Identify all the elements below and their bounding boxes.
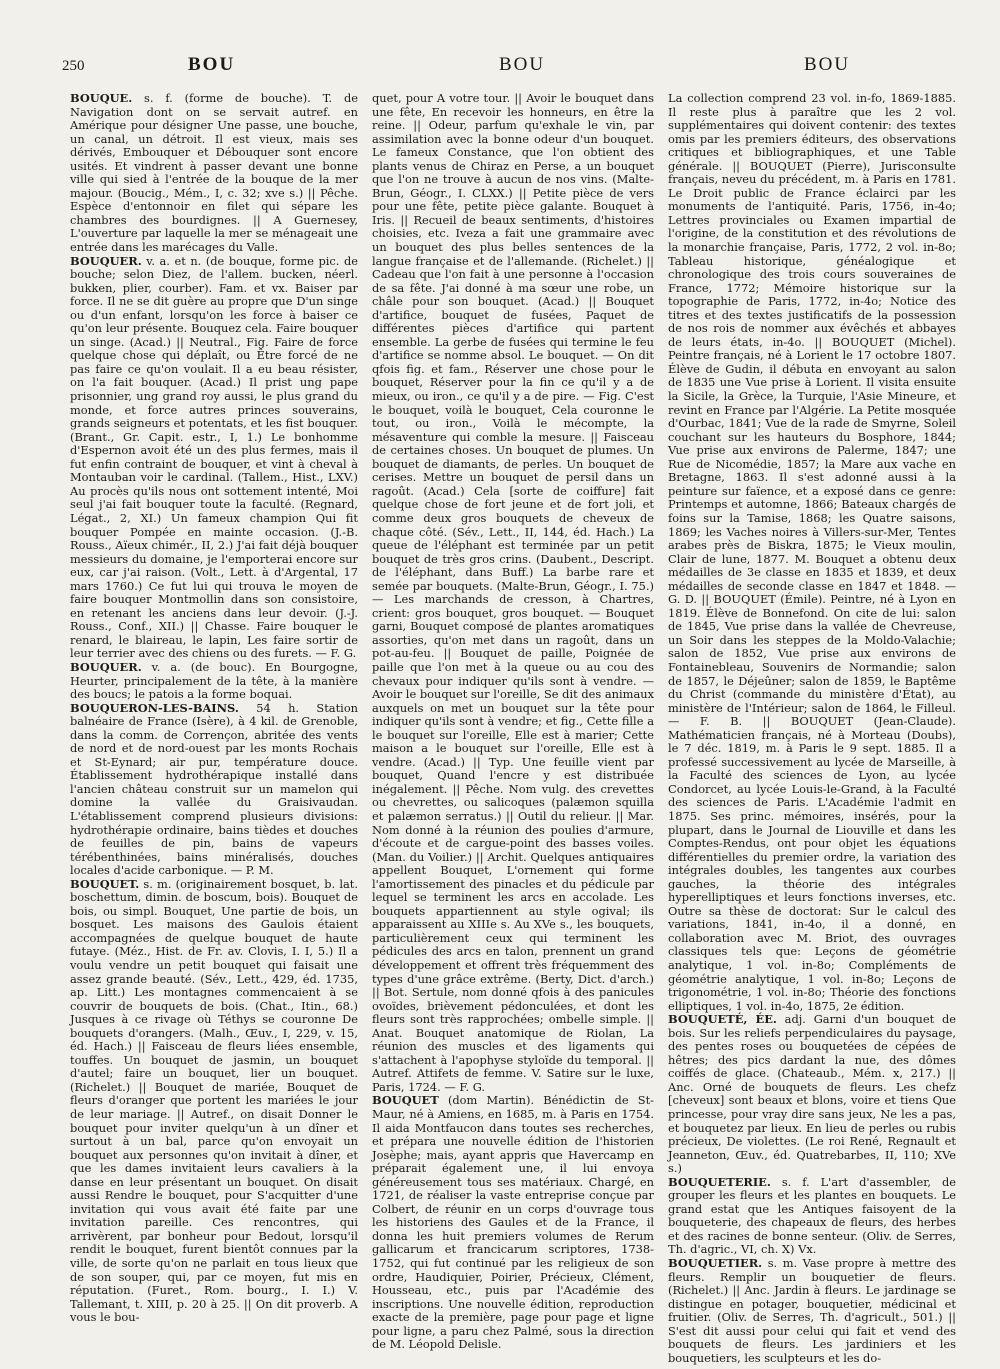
headword: BOUQUET. [70, 876, 140, 891]
entry-text: adj. Garni d'un bouquet de bois. Sur les reliefs perpendiculaires du paysage, des pentes roses ou bouquetées de cépées de hêtres; des pics dardant la nue, des dômes coiffés de glace. (Chateaub., Mém. x, 217.) || Anc. Orné de bouquets de fleurs. Les chefz [cheveux] sont beaux et blons, voire et tiens Que princesse, pour vray dire sans jeux, Ne les a pas, et bouquetez par lieux. En lieu de perles ou rubis précieux, De violettes. (Le roi René, Regnault et Jeanneton, Œuv., éd. Quatrebarbes, II, 110; XVe s.) [668, 1012, 956, 1176]
entry-text: s. f. L'art d'assembler, de grouper les fleurs et les plantes en bouquets. Le grand estat que les Antiques faisoyent de la bouqueterie, des chapeaux de fleurs, des herbes et des racines de bonne senteur. (Oliv. de Serres, Th. d'agric., VI, ch. X) Vx. [668, 1174, 957, 1257]
column-2 [372, 92, 654, 1365]
entry [372, 1094, 654, 1351]
page-header [62, 52, 956, 82]
entry [70, 878, 358, 1325]
headword: BOUQUETÉ, ÉE. [668, 1012, 777, 1027]
running-head-center: BOU [499, 54, 546, 75]
entry [70, 92, 358, 255]
text-columns [70, 92, 956, 1365]
entry-text: v. a. et n. (de bouque, forme pic. de bouche; selon Diez, de l'allem. bucken, néerl. bukken, plier, courber). Fam. et vx. Baiser par force. Il ne se dit guère au propre que D'un singe ou d'un enfant, lorsqu'on les force à baiser ce qu'on leur présente. Bouquez cela. Faire bouquer un singe. (Acad.) || Neutral., Fig. Faire de force quelque chose qui déplaît, ou Être forcé de ne pas faire ce qu'on voulait. Il a eu beau résister, on l'a fait bouquer. (Acad.) Il prist ung pape prisonnier, ung grand roy aussi, le plus grand du monde, et force autres princes souverains, grands seigneurs et potentats, et les fist bouquer. (Brant., Gr. Capit. estr., I, 1.) Le bonhomme d'Espernon avoit été un des plus fermes, mais il fut enfin contraint de bouquer, et vint à cheval à Montauban voir le cardinal. (Tallem., Hist., LXV.) Au procès qu'ils nous ont sottement intenté, Moi seul j'ai fait bouquer toute la faculté. (Regnard, Légat., 2, XI.) Un fameux champion Qui fit bouquer Pompée en mainte occasion. (J.-B. Rouss., Aïeux chimér., II, 2.) J'ai fait déjà bouquer messieurs du domaine, je l'emporterai encore sur eux, car j'ai raison. (Volt., Lett. à d'Argental, 17 mars 1760.) Ce fut lui qui trouva le moyen de faire bouquer Montmollin dans son consistoire, en retenant les anciens dans leur devoir. (J.-J. Rouss., Conf., XII.) || Chasse. Faire bouquer le renard, le blaireau, le lapin, Les faire sortir de leur terrier avec des chiens ou des furets. — F. G. [70, 253, 359, 661]
headword: BOUQUET [372, 1093, 439, 1108]
entry [668, 1013, 956, 1176]
entry [668, 92, 956, 1013]
running-head-left: BOU [188, 54, 236, 75]
entry-text: v. a. (de bouc). En Bourgogne, Heurter, principalement de la tête, à la manière des boucs; le patois a la forme boquai. [70, 659, 358, 702]
entry-text: La collection comprend 23 vol. in-fo, 1869-1885. Il reste plus à paraître que les 2 vol. supplémentaires qui doivent contenir: des textes omis par les premiers éditeurs, des observations critiques et bibliographiques, et une Table générale. || BOUQUET (Pierre), Jurisconsulte français, neveu du précédent, m. à Paris en 1781. Le Droit public de France éclairci par les monuments de l'antiquité. Paris, 1756, in-4o; Lettres provinciales ou Examen impartial de l'origine, de la constitution et des révolutions de la monarchie française, Paris, 1772, 2 vol. in-8o; Tableau historique, généalogique et chronologique des trois cours souveraines de France, 1772; Mémoire historique sur la topographie de Paris, 1772, in-4o; Notice des titres et des textes justificatifs de la possession de nos rois de nommer aux évêchés et abbayes de leurs états, in-4o. || BOUQUET (Michel). Peintre français, né à Lorient le 17 octobre 1807. Élève de Gudin, il débuta en envoyant au salon de 1835 une Vue prise à Lorient. Il visita ensuite la Sicile, la Grèce, la Turquie, l'Asie Mineure, et revint en France par l'Algérie. La Petite mosquée d'Ourbac, 1841; Vue de la rade de Smyrne, Soleil couchant sur les hauteurs du Bosphore, 1844; Vue prise aux environs de Palerme, 1847; une Rue de Nicomédie, 1857; la Mare aux vache en Bretagne, 1863. Il s'est adonné aussi à la peinture sur faïence, et a exposé dans ce genre: Printemps et automne, 1866; Bateaux chargés de foins sur la Tamise, 1868; les Quatre saisons, 1869; les Vaches noires à Villers-sur-Mer, Tentes arabes près de Biskra, 1875; le Vieux moulin, Clair de lune, 1877. M. Bouquet a obtenu deux médailles de 3e classe en 1835 et 1839, et deux médailles de seconde classe en 1847 et 1848. — G. D. || BOUQUET (Émile). Peintre, né à Lyon en 1819. Élève de Bonnefond. On cite de lui: salon de 1845, Vue prise dans la vallée de Chevreuse, un Soir dans les steppes de la Moldo-Valachie; salon de 1852, Vue prise aux environs de Fontainebleau, Souvenirs de Normandie; salon de 1857, le Déjeûner; salon de 1859, le Baptême du Christ (commande du ministère d'État), au ministère de l'Intérieur; salon de 1864, le Filleul. — F. B. || BOUQUET (Jean-Claude). Mathématicien français, né à Morteau (Doubs), le 7 déc. 1819, m. à Paris le 9 sept. 1885. Il a professé successivement au lycée de Marseille, à la Faculté des sciences de Lyon, au lycée Condorcet, au lycée Louis-le-Grand, à la Faculté des sciences de Paris. L'Académie l'admit en 1875. Ses princ. mémoires, insérés, pour la plupart, dans le Journal de Liouville et dans les Comptes-Rendus, ont pour objet les équations différentielles du premier ordre, la variation des intégrales doubles, les tangentes aux courbes gauches, la théorie des intégrales hyperelliptiques et leurs fonctions inverses, etc. Outre sa thèse de doctorat: Sur le calcul des variations, 1841, in-4o, il a donné, en collaboration avec M. Briot, des ouvrages classiques tels que: Leçons de géométrie analytique, 1 vol. in-8o; Compléments de géométrie analytique, 1 vol. in-8o; Leçons de trigonométrie, 1 vol. in-8o; Théorie des fonctions elliptiques, 1 vol. in-4o, 1875, 2e édition. [668, 91, 956, 1013]
entry [70, 661, 358, 702]
entry-text: quet, pour A votre tour. || Avoir le bouquet dans une fête, En recevoir les honneurs, en être la reine. || Odeur, parfum qu'exhale le vin, par assimilation avec la bonne odeur d'un bouquet. Le fameux Constance, que l'on obtient des plants venus de Chiraz en Perse, a un bouquet que l'on ne trouve à aucun de nos vins. (Malte-Brun, Géogr., I. CLXX.) || Petite pièce de vers pour une fête, petite pièce galante. Bouquet à Iris. || Recueil de beaux sentiments, d'histoires choisies, etc. Iveza a fait une grammaire avec un bouquet des plus belles sentences de la langue française et de l'allemande. (Richelet.) || Cadeau que l'on fait à une personne à l'occasion de sa fête. J'ai donné à ma sœur une robe, un châle pour son bouquet. (Acad.) || Bouquet d'artifice, bouquet de fusées, Paquet de différentes pièces d'artifice qui partent ensemble. La gerbe de fusées qui termine le feu d'artifice se nomme absol. Le bouquet. — On dit qfois fig. et fam., Réserver une chose pour le bouquet, Réserver pour la fin ce qu'il y a de mieux, ou iron., ce qu'il y a de pire. — Fig. C'est le bouquet, voilà le bouquet, Cela couronne le tout, ou iron., Voilà le mécompte, la mésaventure qui comble la mesure. || Faisceau de certaines choses. Un bouquet de plumes. Un bouquet de diamants, de perles. Un bouquet de cerises. Mettre un bouquet de persil dans un ragoût. (Acad.) Cela [sorte de coiffure] fait quelque chose de fort jeune et de fort joli, et comme deux gros bouquets de cheveux de chaque côté. (Sév., Lett., II, 144, éd. Hach.) La queue de l'éléphant est terminée par un petit bouquet de très gros crins. (Daubent., Descript. de l'éléphant, dans Buff.) La barbe rare et semée par bouquets. (Malte-Brun, Géogr., I. 75.) — Les marchands de cresson, à Chartres, crient: gros bouquet, gros bouquet. — Bouquet garni, Bouquet composé de plantes aromatiques assorties, qu'on met dans un ragoût, dans un pot-au-feu. || Bouquet de paille, Poignée de paille que l'on met à la queue ou au cou des chevaux pour indiquer qu'ils sont à vendre. — Avoir le bouquet sur l'oreille, Se dit des animaux auxquels on met un bouquet sur la tête pour indiquer qu'ils sont à vendre; et fig., Cette fille a le bouquet sur l'oreille, Elle est à marier; Cette maison a le bouquet sur l'oreille, Elle est à vendre. (Acad.) || Typ. Une feuille vient par bouquet, Quand l'encre y est distribuée inégalement. || Pêche. Nom vulg. des crevettes ou chevrettes, ou salicoques (palæmon squilla et palæmon serratus.) || Outil du relieur. || Mar. Nom donné à la réunion des poulies d'armure, d'écoute et de cargue-point des basses voiles. (Man. du Voilier.) || Archit. Quelques antiquaires appellent Bouquet, L'ornement qui forme l'amortissement des pinacles et du pédicule par lequel se terminent les arcs en accolade. Les bouquets appartiennent au style ogival; ils apparaissent au XIIIe s. Au XVe s., les bouquets, particulièrement ceux qui terminent les pédicules des arcs en talon, prennent un grand développement et offrent très fréquemment des types d'une grâce extrême. (Berty, Dict. d'arch.) || Bot. Sertule, nom donné qfois à des panicules ovoïdes, brièvement pédonculées, et dont les fleurs sont très rapprochées; ombelle simple. || Anat. Bouquet anatomique de Riolan, La réunion des muscles et des ligaments qui s'attachent à l'apophyse styloïde du temporal. || Autref. Attifets de femme. V. Satire sur le luxe, Paris, 1724. — F. G. [372, 91, 654, 1094]
entry [668, 1176, 956, 1257]
column-3 [668, 92, 956, 1365]
entry-text: 54 h. Station balnéaire de France (Isère), à 4 kil. de Grenoble, dans la comm. de Corrençon, abritée des vents de nord et de nord-ouest par les monts Rochais et St-Eynard; air pur, température douce. Établissement hydrothérapique installé dans l'ancien château construit sur un mamelon qui domine la vallée du Graisivaudan. L'établissement comprend plusieurs divisions: hydrothérapie ordinaire, bains tièdes et douches de feuilles de pin, bains de vapeurs térébenthinées, bains minéralisés, douches locales d'acide carbonique. — P. M. [70, 700, 359, 878]
entry-text: (dom Martin). Bénédictin de St-Maur, né à Amiens, en 1685, m. à Paris en 1754. Il aida Montfaucon dans toutes ses recherches, et prépara une nouvelle édition de l'historien Josèphe; mais, ayant appris que Havercamp en préparait également une, il lui envoya généreusement tous ses matériaux. Chargé, en 1721, de réaliser la vaste entreprise conçue par Colbert, de réunir en un corps d'ouvrage tous les historiens des Gaules et de la France, il donna les huit premiers volumes de Rerum gallicarum et francicarum scriptores, 1738-1752, qui fut continué par les religieux de son ordre, Haudiquier, Poirier, Précieux, Clément, Housseau, etc., puis par l'Académie des inscriptions. Une nouvelle édition, reproduction exacte de la première, page pour page et ligne pour ligne, a paru chez Palmé, sous la direction de M. Léopold Delisle. [372, 1093, 655, 1352]
entry [372, 92, 654, 1094]
entry-text: s. f. (forme de bouche). T. de Navigation dont on se servait autref. en Amérique pour désigner Une passe, une bouche, un canal, un détroit. Il est vieux, mais ses dérivés, Embouquer et Débouquer sont encore usités. Et vindrent à passer devant une bonne ville qui sied à l'entrée de la bouque de la mer majour. (Boucig., Mém., I, c. 32; xve s.) || Pêche. Espèce d'entonnoir en filet qui sépare les chambres des bourdignes. || A Guernesey, L'ouverture par laquelle la mer se ménageait une entrée dans les marécages du Valle. [70, 91, 358, 255]
entry-text: s. m. (originairement bosquet, b. lat. boschettum, dimin. de boscum, bois). Bouquet de bois, ou simpl. Bouquet, Une partie de bois, un bosquet. Les maisons des Gaulois étaient accompagnées de quelque bouquet de haute futaye. (Méz., Hist. de Fr. av. Clovis, I. I, 5.) Il a voulu vendre un petit bouquet qui faisait une assez grande beauté. (Sév., Lett., 429, éd. 1735, ap. Litt.) Les montagnes commencaient à se couvrir de bouquets de bois. (Chat., Itin., 68.) Jusques à ce rivage où Téthys se couronne De bouquets d'orangers. (Malh., Œuv., I, 229, v. 15, éd. Hach.) || Faisceau de fleurs liées ensemble, touffes. Un bouquet de jasmin, un bouquet d'autel; faire un bouquet, lier un bouquet. (Richelet.) || Bouquet de mariée, Bouquet de fleurs d'oranger que portent les mariées le jour de leur mariage. || Autref., on disait Donner le bouquet pour inviter quelqu'un à un dîner et surtout à un bal, parce qu'on envoyait un bouquet aux personnes qu'on invitait à dîner, et que les dames invitaient leurs cavaliers à la danse en leur présentant un bouquet. On disait aussi Rendre le bouquet, pour S'acquitter d'une invitation qui vous avait été faite par une invitation pareille. Ces rencontres, qui arrivèrent, par bonheur pour Bedout, lorsqu'il rendit le bouquet, furent bientôt connues par la ville, de sorte qu'on ne parlait en tous lieux que de son souper, qui, par ce moyen, fut mis en réputation. (Furet., Rom. bourg., I. I.) V. Tallemant, t. XIII, p. 20 à 25. || On dit proverb. A vous le bou- [70, 876, 359, 1325]
running-head-right: BOU [804, 54, 851, 75]
entry [70, 702, 358, 878]
entry [70, 255, 358, 661]
headword: BOUQUETIER. [668, 1256, 763, 1271]
headword: BOUQUER. [70, 659, 142, 674]
entry [668, 1257, 956, 1365]
page-number: 250 [62, 58, 85, 74]
headword: BOUQUERON-LES-BAINS. [70, 700, 239, 715]
entry-text: s. m. Vase propre à mettre des fleurs. Remplir un bouquetier de fleurs. (Richelet.) || Anc. Jardin à fleurs. Le jardinage se distingue en potager, bouquetier, médicinal et fruitier. (Oliv. de Serres, Th. d'agricult., 501.) || S'est dit aussi pour celui qui fait et vend des bouquets de fleurs. Les jardiniers et les bouquetiers, les sculpteurs et les do- [668, 1256, 957, 1365]
headword: BOUQUETERIE. [668, 1174, 771, 1189]
headword: BOUQUE. [70, 91, 133, 105]
headword: BOUQUER. [70, 253, 142, 268]
column-1 [70, 92, 358, 1365]
